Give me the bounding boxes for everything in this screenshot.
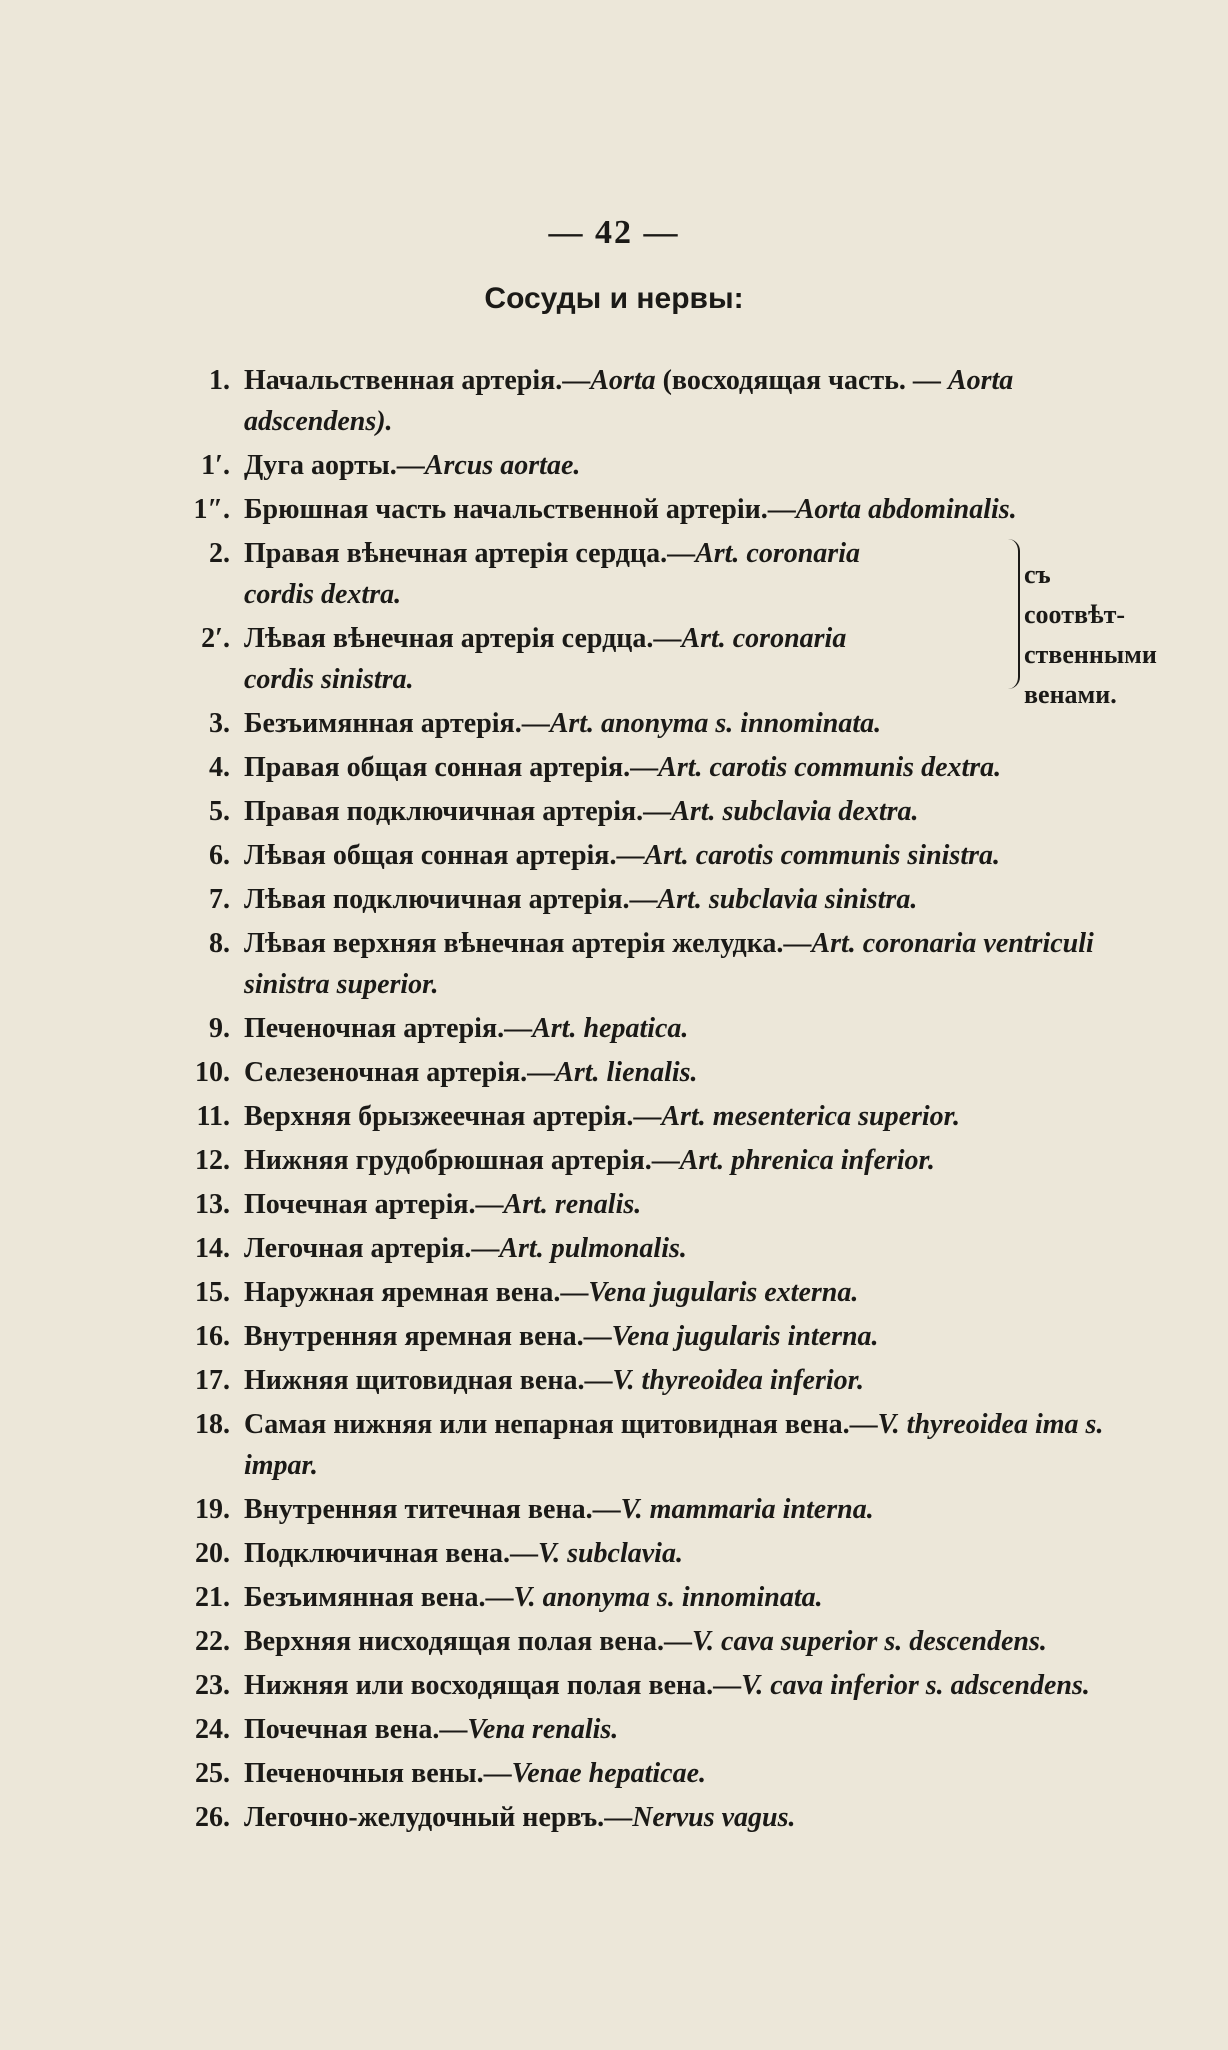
entry-russian-name: Лѣвая общая сонная артерія. — [244, 840, 617, 871]
entry-latin-name: Art. hepatica. — [532, 1013, 689, 1044]
entry-separator: — — [504, 1013, 533, 1044]
entry-latin-name: Vena renalis. — [467, 1714, 619, 1745]
entry-russian-name: Лѣвая вѣнечная артерія сердца. — [244, 623, 654, 654]
entry — [168, 747, 1148, 788]
bracket-note-line: ственными — [1024, 640, 1157, 669]
entry-latin-name: Nervus vagus. — [632, 1802, 796, 1833]
entry-number: 10. — [195, 1057, 230, 1088]
entry-latin-name: Art. lienalis. — [555, 1057, 698, 1088]
entry — [168, 489, 1148, 530]
entry-number: 15. — [195, 1277, 230, 1308]
entry-separator: — — [849, 1409, 878, 1440]
entry-separator: — — [527, 1057, 556, 1088]
entry-latin-continuation: cordis sinistra. — [244, 664, 414, 695]
entry-russian-name: Правая общая сонная артерія. — [244, 752, 631, 783]
entry-separator: — — [633, 1101, 662, 1132]
entry-number: 7. — [209, 884, 230, 915]
entry — [168, 1533, 1148, 1574]
entry — [168, 1096, 1148, 1137]
entry — [168, 1052, 1148, 1093]
entry — [168, 791, 1148, 832]
entry — [168, 1577, 1148, 1618]
entry-number: 11. — [196, 1101, 230, 1132]
entry-separator: — — [651, 1145, 680, 1176]
entry — [168, 1621, 1148, 1662]
entry-russian-extra: (восходящая часть. — — [655, 365, 948, 396]
entry-latin-name: Art. pulmonalis. — [499, 1233, 687, 1264]
entry-separator: — — [396, 450, 425, 481]
entry — [168, 703, 1148, 744]
entry-number: 4. — [209, 752, 230, 783]
entry-separator: — — [604, 1802, 633, 1833]
entry — [168, 1709, 1148, 1750]
entry-separator: — — [483, 1758, 512, 1789]
entry-separator: — — [510, 1538, 538, 1569]
entry-latin-name: V. mammaria interna. — [620, 1494, 874, 1525]
entry-separator: — — [643, 796, 672, 827]
entry-latin-name: Art. coronaria ventriculi sinistra superior. — [244, 928, 1094, 1000]
entry-number: 12. — [195, 1145, 230, 1176]
entry — [168, 835, 1148, 876]
entry-russian-name: Почечная вена. — [244, 1714, 440, 1745]
entry-latin-name: Art. carotis communis dextra. — [658, 752, 1002, 783]
entry-latin-name: Venae hepaticae. — [511, 1758, 707, 1789]
entry-latin-name: V. cava inferior s. adscendens. — [741, 1670, 1090, 1701]
entry — [168, 1228, 1148, 1269]
entry-number: 2′. — [201, 623, 230, 654]
entry-number: 20. — [195, 1538, 230, 1569]
entry — [168, 1008, 1148, 1049]
entry-number: 1″. — [193, 494, 230, 525]
entry-latin-name: V. cava superior s. descendens. — [691, 1626, 1047, 1657]
entry-number: 1. — [209, 365, 230, 396]
entry-separator: — — [713, 1670, 742, 1701]
entry-number: 2. — [209, 538, 230, 569]
entry-latin-name: V. thyreoidea ima s. impar. — [244, 1409, 1104, 1481]
entry — [168, 923, 1148, 1005]
entry-latin-name: Arcus aortae. — [424, 450, 581, 481]
entry — [168, 360, 1148, 442]
entry-russian-name: Почечная артерія. — [244, 1189, 476, 1220]
entry-number: 9. — [209, 1013, 230, 1044]
entry — [168, 1489, 1148, 1530]
section-heading: Сосуды и нервы: — [484, 282, 744, 315]
entry-separator: — — [584, 1365, 613, 1396]
entry-latin-name: Art. renalis. — [503, 1189, 642, 1220]
entry-separator: — — [560, 1277, 589, 1308]
entry-russian-name: Верхняя брызжеечная артерія. — [244, 1101, 634, 1132]
entry-number: 3. — [209, 708, 230, 739]
entry-russian-name: Наружная яремная вена. — [244, 1277, 561, 1308]
entry-separator: — — [439, 1714, 468, 1745]
entry-russian-name: Подключичная вена. — [244, 1538, 510, 1569]
entry-russian-name: Лѣвая верхняя вѣнечная артерія желудка. — [244, 928, 784, 959]
entry — [168, 1753, 1148, 1794]
entry-russian-name: Легочно-желудочный нервъ. — [244, 1802, 605, 1833]
entry-separator: — — [475, 1189, 504, 1220]
entry — [168, 1272, 1148, 1313]
entry-number: 22. — [195, 1626, 230, 1657]
entry-number: 6. — [209, 840, 230, 871]
entry-russian-name: Лѣвая подключичная артерія. — [244, 884, 630, 915]
entry-number: 21. — [195, 1582, 230, 1613]
entry-russian-name: Начальственная артерія. — [244, 365, 563, 396]
entry-number: 5. — [209, 796, 230, 827]
entry-russian-name: Внутренняя титечная вена. — [244, 1494, 593, 1525]
entry-latin-name: V. anonyma s. innominata. — [513, 1582, 823, 1613]
entry-number: 8. — [209, 928, 230, 959]
entry-latin-name: Art. mesenterica superior. — [661, 1101, 961, 1132]
entry-russian-name: Самая нижняя или непарная щитовидная вена. — [244, 1409, 850, 1440]
entry-separator: — — [616, 840, 645, 871]
entry — [168, 618, 1157, 700]
entry-separator: — — [783, 928, 812, 959]
entry-russian-name: Внутренняя яремная вена. — [244, 1321, 584, 1352]
entry-latin-name: V. subclavia. — [538, 1538, 683, 1569]
entry-number: 14. — [195, 1233, 230, 1264]
entry-number: 18. — [195, 1409, 230, 1440]
brace-icon — [1008, 539, 1020, 689]
entry-russian-name: Селезеночная артерія. — [244, 1057, 528, 1088]
entry-separator: — — [592, 1494, 621, 1525]
entry-russian-name: Безъимянная артерія. — [244, 708, 522, 739]
entry-latin-name: Art. carotis communis sinistra. — [644, 840, 1000, 871]
entry-latin-name: V. thyreoidea inferior. — [612, 1365, 864, 1396]
entry-russian-name: Верхняя нисходящая полая вена. — [244, 1626, 664, 1657]
entry-separator: — — [663, 1626, 692, 1657]
entry-number: 24. — [195, 1714, 230, 1745]
bracket-note-line: съ соотвѣт- — [1024, 560, 1126, 629]
entry-number: 1′. — [201, 450, 230, 481]
entry-latin-name: Aorta — [590, 365, 656, 396]
entry-separator: — — [521, 708, 550, 739]
entry — [168, 1360, 1148, 1401]
entry — [168, 1184, 1148, 1225]
entry-number: 13. — [195, 1189, 230, 1220]
entry-russian-name: Правая подключичная артерія. — [244, 796, 644, 827]
entry-latin-name: Art. coronaria — [695, 538, 860, 569]
coronary-group — [168, 533, 1157, 709]
entry-separator: — — [583, 1321, 612, 1352]
entry-number: 17. — [195, 1365, 230, 1396]
entry-separator: — — [667, 538, 696, 569]
entry — [168, 1797, 1148, 1838]
entry-russian-name: Дуга аорты. — [244, 450, 397, 481]
entry-russian-name: Нижняя грудобрюшная артерія. — [244, 1145, 652, 1176]
entry-latin-name: Art. subclavia dextra. — [671, 796, 919, 827]
entry-latin-name: Art. subclavia sinistra. — [657, 884, 918, 915]
page-number: — 42 — — [548, 214, 680, 251]
entry-latin-name: Art. anonyma s. innominata. — [549, 708, 882, 739]
entry — [168, 1140, 1148, 1181]
entry — [168, 1404, 1148, 1486]
entry-russian-name: Легочная артерія. — [244, 1233, 472, 1264]
entry-number: 16. — [195, 1321, 230, 1352]
entry-russian-name: Безъимянная вена. — [244, 1582, 486, 1613]
entry-latin-name: Vena jugularis externa. — [588, 1277, 859, 1308]
entry-separator: — — [562, 365, 591, 396]
entry-separator: — — [630, 752, 659, 783]
entry — [168, 1316, 1148, 1357]
entry-number: 23. — [195, 1670, 230, 1701]
entry-separator: — — [653, 623, 682, 654]
entry-number: 19. — [195, 1494, 230, 1525]
entry-number: 26. — [195, 1802, 230, 1833]
entry-russian-name: Нижняя щитовидная вена. — [244, 1365, 585, 1396]
entry-russian-name: Печеночныя вены. — [244, 1758, 484, 1789]
entry — [168, 533, 1148, 615]
entry-number: 25. — [195, 1758, 230, 1789]
entry-latin-name: Art. coronaria — [681, 623, 847, 654]
entry-russian-name: Нижняя или восходящая полая вена. — [244, 1670, 714, 1701]
bracket-note-line: венами. — [1024, 680, 1117, 709]
entry — [168, 879, 1148, 920]
entry-russian-name: Печеночная артерія. — [244, 1013, 505, 1044]
entry-separator: — — [485, 1582, 514, 1613]
entry-separator: — — [471, 1233, 500, 1264]
entry — [168, 1665, 1148, 1706]
entry-latin-extra: Aorta adscendens). — [244, 365, 1014, 437]
entry-separator: — — [767, 494, 796, 525]
entry-list — [168, 360, 1157, 1841]
entry-separator: — — [629, 884, 658, 915]
bracket-note — [1024, 555, 1157, 715]
entry-latin-name: Vena jugularis interna. — [611, 1321, 879, 1352]
entry-latin-name: Aorta abdominalis. — [795, 494, 1017, 525]
entry-latin-continuation: cordis dextra. — [244, 579, 402, 610]
entry-russian-name: Правая вѣнечная артерія сердца. — [244, 538, 668, 569]
entry — [168, 445, 1148, 486]
entry-russian-name: Брюшная часть начальственной артеріи. — [244, 494, 768, 525]
entry-latin-name: Art. phrenica inferior. — [679, 1145, 935, 1176]
